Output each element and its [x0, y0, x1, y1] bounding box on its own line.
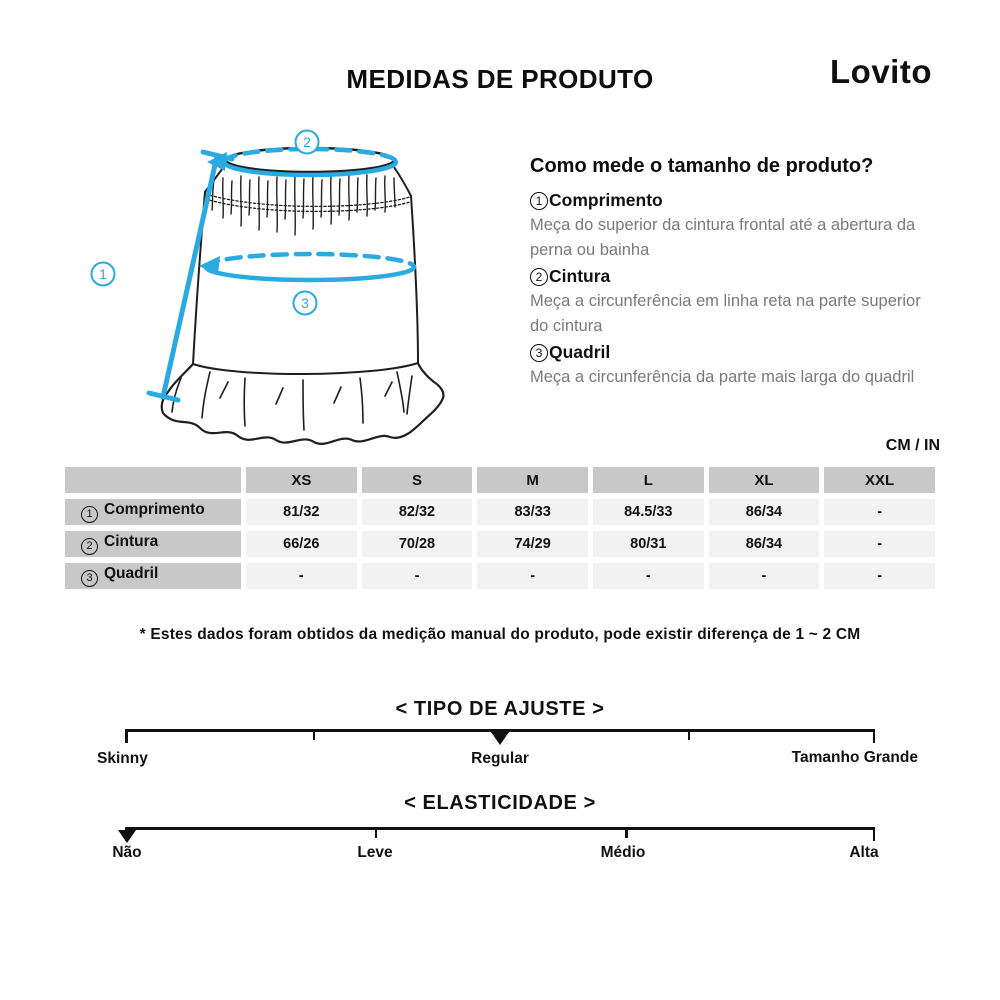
fit-label-large: Tamanho Grande — [791, 749, 918, 766]
guide-item-label: Comprimento — [549, 190, 663, 210]
guide-item-hip — [530, 342, 928, 363]
size-column-header: M — [477, 467, 588, 493]
brand-logo: Lovito — [830, 53, 932, 90]
length-measure-line — [149, 152, 232, 400]
size-column-header: XXL — [824, 467, 935, 493]
hip-marker — [294, 292, 317, 315]
table-row-length — [65, 499, 935, 525]
fit-scale-track — [125, 729, 875, 732]
table-cell: 81/32 — [246, 499, 357, 525]
table-row-hip — [65, 563, 935, 589]
ruffle-fold-lines — [172, 372, 412, 430]
table-cell: 86/34 — [709, 531, 820, 557]
scale-tick — [313, 729, 316, 740]
measurement-note: * Estes dados foram obtidos da medição manual do produto, pode existir diferença de 1 ~ 2 CM — [139, 626, 861, 643]
elasticity-label-leve: Leve — [357, 844, 393, 861]
measurement-annotations — [92, 131, 415, 401]
table-cell: - — [477, 563, 588, 589]
circled-number: 3 — [81, 570, 98, 587]
row-label: 1 Comprimento — [65, 499, 241, 525]
size-column-header: S — [362, 467, 473, 493]
scale-tick — [688, 729, 691, 740]
elasticity-scale-track — [125, 827, 875, 830]
size-column-header: XS — [246, 467, 357, 493]
guide-heading: Como mede o tamanho de produto? — [530, 155, 874, 177]
fit-scale-title: < TIPO DE AJUSTE > — [395, 698, 605, 720]
guide-item-desc: Meça do superior da cintura frontal até a abertura da perna ou bainha — [530, 216, 916, 259]
guide-item-label: Quadril — [549, 342, 611, 362]
guide-item-desc: Meça a circunferência da parte mais larga do quadril — [530, 368, 915, 386]
fit-scale-marker-icon — [491, 732, 509, 745]
waist-marker — [296, 131, 319, 154]
circled-number: 2 — [81, 538, 98, 555]
fit-label-skinny: Skinny — [97, 750, 148, 767]
guide-item-label: Cintura — [549, 266, 611, 286]
waistband-gathers — [212, 175, 395, 235]
table-row-waist — [65, 531, 935, 557]
scale-tick — [625, 827, 628, 838]
table-cell: 82/32 — [362, 499, 473, 525]
hip-measure-ellipse — [199, 254, 414, 280]
size-table — [60, 461, 940, 595]
svg-text:1: 1 — [99, 266, 107, 282]
elasticity-label-medio: Médio — [600, 844, 646, 861]
page-title: MEDIDAS DE PRODUTO — [346, 64, 654, 94]
scale-tick — [375, 827, 378, 838]
scale-tick — [873, 729, 876, 743]
guide-item-desc: Meça a circunferência em linha reta na parte superior do cintura — [530, 292, 921, 335]
elasticity-scale-title: < ELASTICIDADE > — [404, 792, 596, 814]
circled-number: 1 — [530, 192, 548, 210]
row-label: 3 Quadril — [65, 563, 241, 589]
circled-number: 3 — [530, 344, 548, 362]
circled-number: 1 — [81, 506, 98, 523]
size-column-header: XL — [709, 467, 820, 493]
table-cell: 70/28 — [362, 531, 473, 557]
fit-label-regular: Regular — [471, 750, 529, 767]
scale-tick — [125, 729, 128, 743]
table-cell: - — [824, 531, 935, 557]
units-label: CM / IN — [885, 437, 940, 454]
row-label: 2 Cintura — [65, 531, 241, 557]
guide-item-waist — [530, 266, 928, 287]
table-cell: - — [709, 563, 820, 589]
stitch-lines — [206, 194, 410, 211]
table-cell: 74/29 — [477, 531, 588, 557]
guide-item-length — [530, 190, 928, 211]
table-cell: 84.5/33 — [593, 499, 704, 525]
elasticity-scale-marker-icon — [118, 830, 136, 843]
table-cell: - — [593, 563, 704, 589]
table-cell: - — [824, 499, 935, 525]
measure-guide — [530, 155, 928, 393]
elasticity-label-nao: Não — [112, 844, 142, 861]
table-cell: - — [824, 563, 935, 589]
circled-number: 2 — [530, 268, 548, 286]
table-cell: - — [362, 563, 473, 589]
table-cell: 86/34 — [709, 499, 820, 525]
table-cell: 80/31 — [593, 531, 704, 557]
scale-tick — [873, 827, 876, 841]
table-cell: - — [246, 563, 357, 589]
svg-text:3: 3 — [301, 295, 309, 311]
table-cell: 66/26 — [246, 531, 357, 557]
corner-cell — [65, 467, 241, 493]
size-table-header-row — [65, 467, 935, 493]
skirt-illustration — [60, 120, 520, 450]
size-column-header: L — [593, 467, 704, 493]
svg-text:2: 2 — [303, 134, 311, 150]
elasticity-label-alta: Alta — [849, 844, 879, 861]
length-marker — [92, 263, 115, 286]
table-cell: 83/33 — [477, 499, 588, 525]
